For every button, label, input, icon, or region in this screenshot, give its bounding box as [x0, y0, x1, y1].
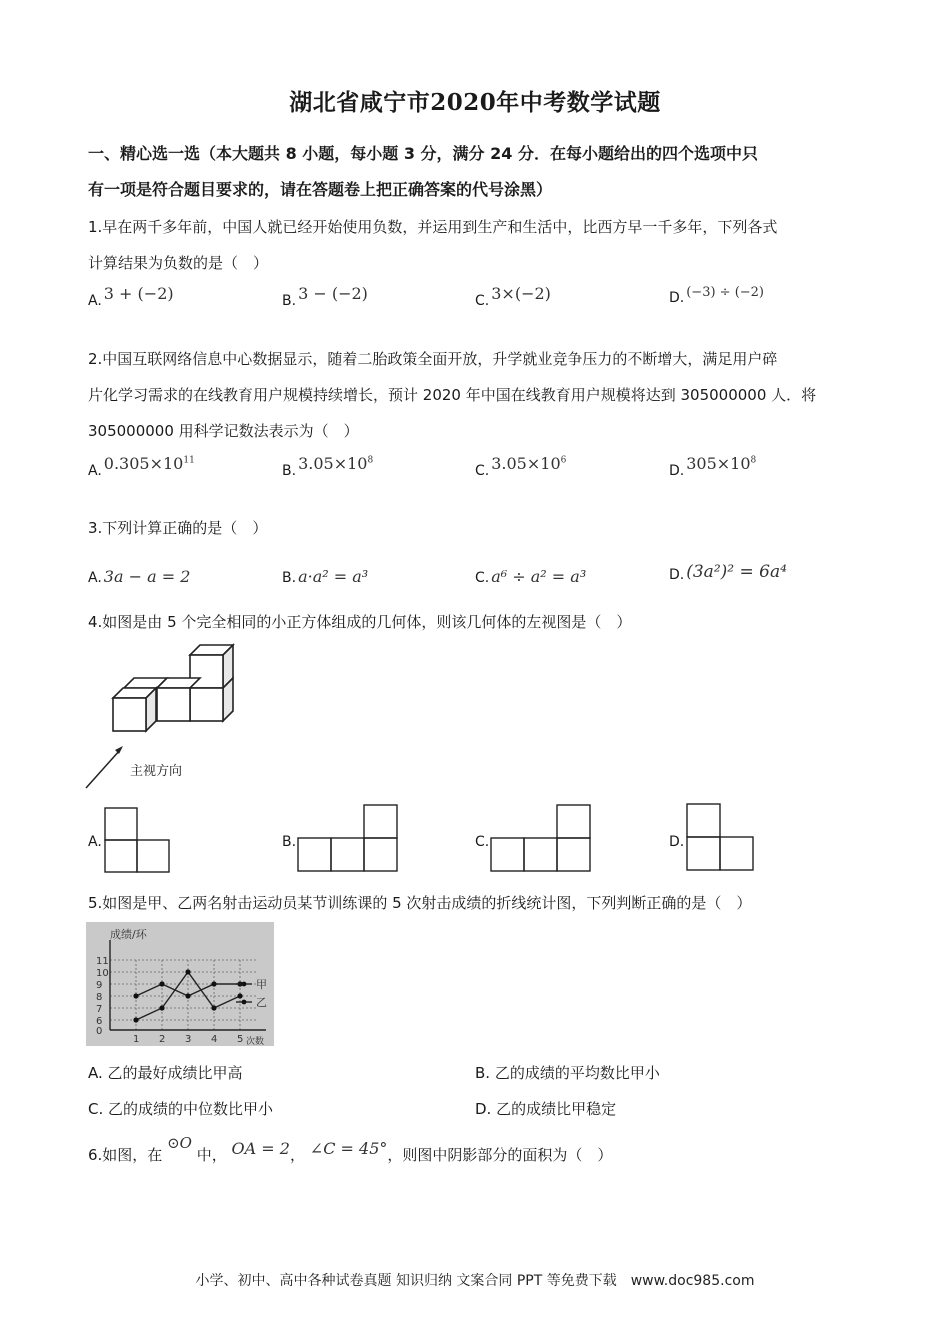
q5-chart-photo: [86, 922, 274, 1046]
q5-option-a: A. 乙的最好成绩比甲高: [88, 1064, 243, 1082]
q5-option-d: D. 乙的成绩比甲稳定: [475, 1100, 617, 1118]
legend-yi-dot: [242, 1000, 247, 1005]
legend-yi-label: 乙: [256, 996, 267, 1009]
y-tick-label: 0: [96, 1026, 103, 1037]
y-tick-label: 8: [96, 992, 103, 1003]
series-jia-point: [133, 993, 138, 998]
series-yi-point: [133, 1017, 138, 1022]
q2-option-b: B. $3.05\times 10^8$: [282, 454, 374, 479]
y-tick-label: 6: [96, 1016, 103, 1027]
q1-stem-line1: 1.早在两千多年前，中国人就已经开始使用负数，并运用到生产和生活中，比西方早一千多年，下列各式: [88, 218, 778, 236]
x-tick-label: 5: [237, 1034, 244, 1045]
x-tick-label: 2: [159, 1034, 166, 1045]
section-heading-line2: 有一项是符合题目要求的，请在答题卷上把正确答案的代号涂黑）: [88, 180, 553, 199]
q4-option-b-label: B.: [282, 834, 297, 850]
q4-option-d-figure: [686, 803, 756, 873]
q4-option-c-label: C.: [475, 834, 490, 850]
q5-option-c: C. 乙的成绩的中位数比甲小: [88, 1100, 274, 1118]
q2-stem-line3: 305000000 用科学记数法表示为（ ）: [88, 422, 359, 440]
legend-jia-dot: [242, 982, 247, 987]
q2-stem-line2: 片化学习需求的在线教育用户规模持续增长，预计 2020 年中国在线教育用户规模将达到 305000000 人．将: [88, 386, 817, 404]
q1-option-a: A. 3 + (−2): [88, 284, 174, 309]
series-yi-point: [211, 1005, 216, 1010]
y-tick-label: 10: [96, 968, 109, 979]
direction-arrow: [86, 750, 120, 788]
q6-stem: 6.如图，在 ⊙O 中， OA = 2， ∠C = 45°，则图中阴影部分的面积为（ ）: [88, 1134, 613, 1164]
q6-angle: ∠C = 45°: [309, 1139, 388, 1158]
q4-option-a-figure: [104, 806, 170, 874]
q2-stem-line1: 2.中国互联网络信息中心数据显示，随着二胎政策全面开放，升学就业竞争压力的不断增大，满足用户碎: [88, 350, 778, 368]
q5-option-b: B. 乙的成绩的平均数比甲小: [475, 1064, 660, 1082]
q3-option-b: B. a·a² = a³: [282, 567, 369, 586]
q4-option-b-figure: [297, 803, 399, 873]
q2-option-c: C. $3.05\times 10^6$: [475, 454, 567, 479]
chart-xlabel: 次数: [246, 1037, 265, 1046]
q6-oa: OA = 2: [231, 1139, 290, 1158]
page-footer: 小学、初中、高中各种试卷真题 知识归纳 文案合同 PPT 等免费下载 www.doc985.com: [195, 1273, 755, 1289]
q5-stem: 5.如图是甲、乙两名射击运动员某节训练课的 5 次射击成绩的折线统计图，下列判断正确的是（ ）: [88, 894, 752, 912]
q1-stem-line2: 计算结果为负数的是（ ）: [88, 254, 269, 272]
y-tick-label: 11: [96, 956, 109, 967]
q4-option-a-label: A.: [88, 834, 102, 850]
q2-option-a: A. $0.305\times 10^{11}$: [88, 454, 195, 479]
q3-option-c: C. a⁶ ÷ a² = a³: [475, 567, 587, 586]
q4-option-d-label: D.: [669, 834, 685, 850]
section-heading-line1: 一、精心选一选（本大题共 8 小题，每小题 3 分，满分 24 分．在每小题给出的四个选项中只: [88, 144, 758, 163]
q3-option-a: A. 3a − a = 2: [88, 567, 191, 586]
x-tick-label: 4: [211, 1034, 218, 1045]
q4-stem: 4.如图是由 5 个完全相同的小正方体组成的几何体，则该几何体的左视图是（ ）: [88, 613, 632, 631]
x-tick-label: 1: [133, 1034, 140, 1045]
x-tick-label: 3: [185, 1034, 192, 1045]
series-jia-point: [159, 981, 164, 986]
q2-option-d: D. $305\times 10^8$: [669, 454, 757, 479]
q1-option-d: D. (−3) ÷ (−2): [669, 285, 765, 306]
series-yi-point: [159, 1005, 164, 1010]
y-tick-label: 9: [96, 980, 103, 991]
q1-option-b: B. 3 − (−2): [282, 284, 368, 309]
chart-ylabel: 成绩/环: [110, 928, 147, 941]
q4-direction-label: 主视方向: [130, 764, 183, 779]
series-yi-point: [185, 969, 190, 974]
arrow-head-icon: [115, 746, 123, 754]
q4-option-c-figure: [490, 803, 592, 873]
y-tick-label: 7: [96, 1004, 103, 1015]
q1-option-c: C. 3×(−2): [475, 284, 551, 309]
q6-circle-o: ⊙O: [167, 1134, 192, 1152]
q3-stem: 3.下列计算正确的是（ ）: [88, 519, 268, 537]
q3-option-d: D. (3a²)² = 6a⁴: [669, 562, 787, 583]
series-jia-point: [211, 981, 216, 986]
series-yi-point: [237, 993, 242, 998]
series-jia-point: [185, 993, 190, 998]
legend-jia-label: 甲: [256, 978, 267, 991]
q5-line-chart: [86, 922, 274, 1046]
page-title: 湖北省咸宁市2020年中考数学试题: [289, 89, 661, 116]
